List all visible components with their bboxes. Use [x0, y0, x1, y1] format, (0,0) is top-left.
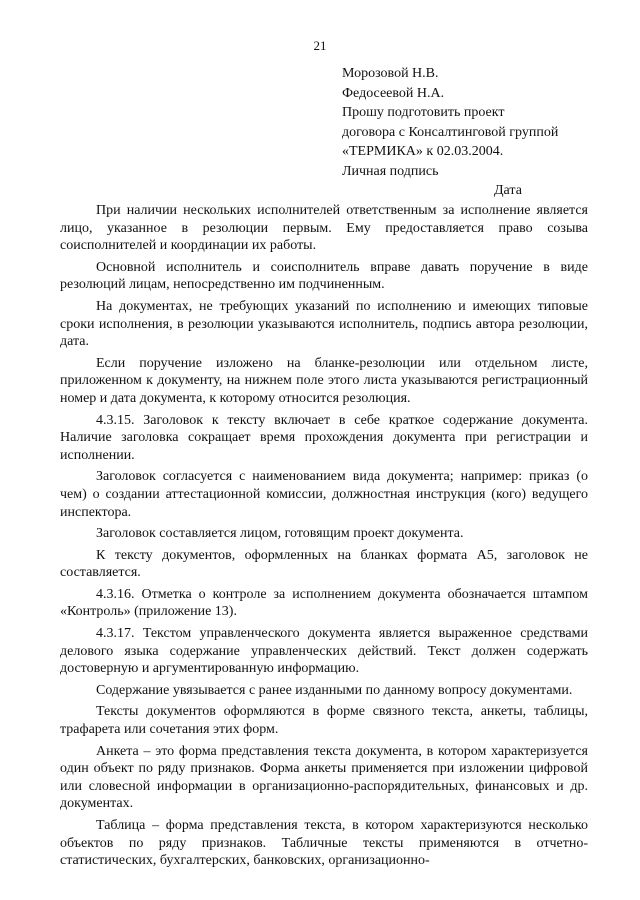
- paragraph: Таблица – форма представления текста, в котором характеризуются несколько объектов по ряду признаков. Табличные тексты применяются в отчетно-статистических, бухгалтерских, банковских, организационно-: [60, 818, 588, 869]
- resolution-instruction-line-3: «ТЕРМИКА» к 02.03.2004.: [342, 144, 504, 159]
- resolution-signature: Личная подпись: [342, 163, 439, 179]
- paragraph-section-4-3-15: 4.3.15. Заголовок к тексту включает в себе краткое содержание документа. Наличие заголовка сокращает время прохождения документа при регистрации и исполнении.: [60, 412, 588, 463]
- paragraph: Тексты документов оформляются в форме связного текста, анкеты, таблицы, трафарета или сочетания этих форм.: [60, 704, 588, 738]
- paragraph-section-4-3-17: 4.3.17. Текстом управленческого документа является выраженное средствами делового языка содержание управленческих действий. Текст должен содержать достоверную и аргументированную информацию.: [60, 626, 588, 677]
- paragraph: Заголовок составляется лицом, готовящим проект документа.: [96, 526, 464, 542]
- paragraph: Содержание увязывается с ранее изданными по данному вопросу документами.: [96, 682, 573, 698]
- resolution-addressee-1: Морозовой Н.В.: [342, 66, 439, 81]
- resolution-instruction-line-1: Прошу подготовить проект: [342, 105, 505, 120]
- resolution-addressee-2: Федосеевой Н.А.: [342, 85, 445, 101]
- paragraph: Анкета – это форма представления текста документа, в котором характеризуется один объект по ряду признаков. Форма анкеты применяется при изложении цифровой или словесной информации в организационно-распорядительных, финансовых и др. документах.: [60, 743, 588, 812]
- paragraph: При наличии нескольких исполнителей ответственным за исполнение является лицо, указанное в резолюции первым. Ему предоставляется право созыва соисполнителей и координации их работы.: [60, 203, 588, 254]
- page-number: 21: [313, 38, 327, 53]
- resolution-instruction-line-2: договора с Консалтинговой группой: [342, 124, 559, 140]
- paragraph: Если поручение изложено на бланке-резолюции или отдельном листе, приложенном к документу, на нижнем поле этого листа указываются регистрационный номер и дата документа, к которому относится резолюция.: [60, 355, 588, 406]
- resolution-date: Дата: [494, 183, 522, 198]
- body-text: [60, 202, 588, 874]
- resolution-block: [342, 64, 612, 201]
- paragraph: К тексту документов, оформленных на бланках формата А5, заголовок не составляется.: [60, 547, 588, 581]
- paragraph: Основной исполнитель и соисполнитель вправе давать поручение в виде резолюций лицам, непосредственно им подчиненным.: [60, 259, 588, 293]
- paragraph-section-4-3-16: 4.3.16. Отметка о контроле за исполнением документа обозначается штампом «Контроль» (приложение 13).: [60, 586, 588, 620]
- paragraph: На документах, не требующих указаний по исполнению и имеющих типовые сроки исполнения, в резолюции указываются исполнитель, подпись автора резолюции, дата.: [60, 298, 588, 350]
- paragraph: Заголовок согласуется с наименованием вида документа; например: приказ (о чем) о создании аттестационной комиссии, должностная инструкция (кого) ведущего инспектора.: [60, 469, 588, 520]
